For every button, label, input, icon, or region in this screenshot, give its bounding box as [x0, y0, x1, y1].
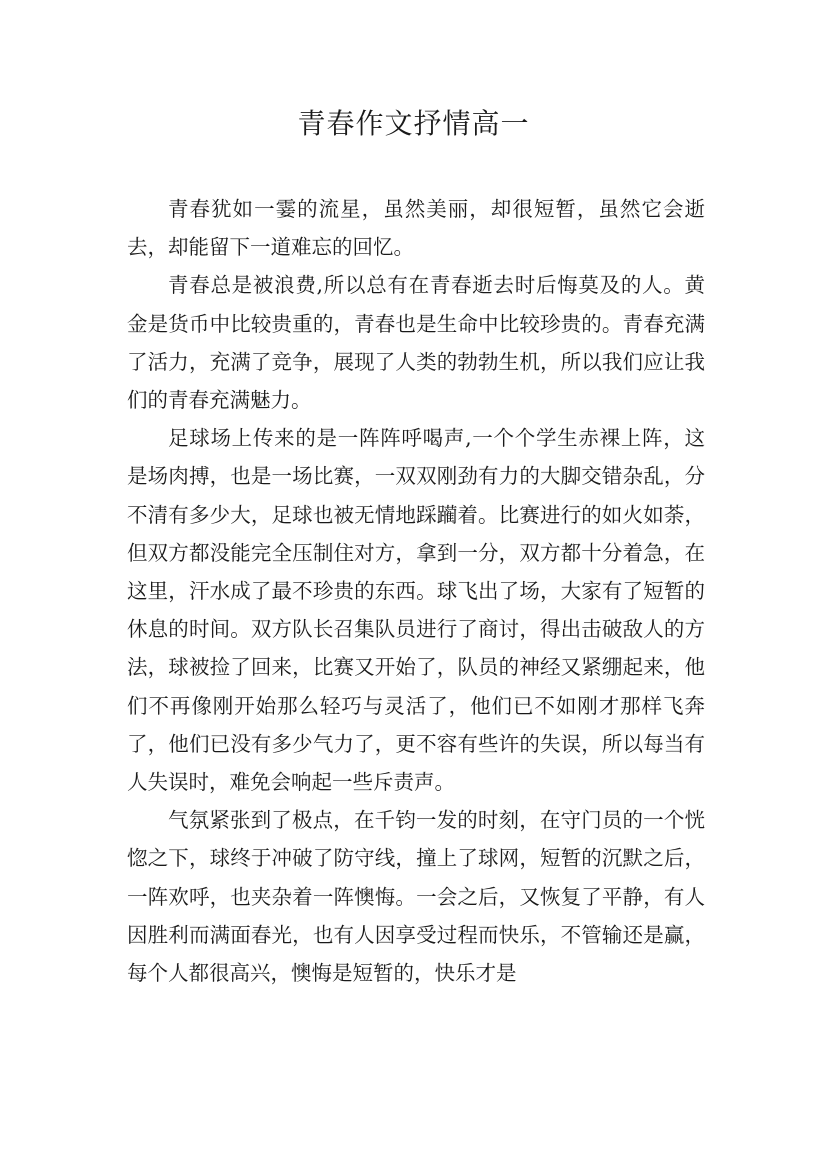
document-body [127, 190, 705, 992]
paragraph-4: 气氛紧张到了极点，在千钧一发的时刻，在守门员的一个恍惚之下，球终于冲破了防守线，撞上了球网，短暂的沉默之后，一阵欢呼，也夹杂着一阵懊悔。一会之后，又恢复了平静，有人因胜利而满面春光，也有人因享受过程而快乐，不管输还是赢，每个人都很高兴，懊悔是短暂的，快乐才是 [127, 808, 705, 986]
document-title: 青春作文抒情高一 [297, 107, 530, 140]
paragraph-2: 青春总是被浪费,所以总有在青春逝去时后悔莫及的人。黄金是货币中比较贵重的，青春也是生命中比较珍贵的。青春充满了活力，充满了竞争，展现了人类的勃勃生机，所以我们应让我们的青春充满魅力。 [127, 273, 705, 413]
paragraph-1: 青春犹如一霎的流星，虽然美丽，却很短暂，虽然它会逝去，却能留下一道难忘的回忆。 [127, 197, 705, 260]
paragraph-3: 足球场上传来的是一阵阵呼喝声,一个个学生赤裸上阵，这是场肉搏，也是一场比赛，一双双刚劲有力的大脚交错杂乱，分不清有多少大，足球也被无情地踩躏着。比赛进行的如火如荼，但双方都没能完全压制住对方，拿到一分，双方都十分着急，在这里，汗水成了最不珍贵的东西。球飞出了场，大家有了短暂的休息的时间。双方队长召集队员进行了商讨，得出击破敌人的方法，球被捡了回来，比赛又开始了，队员的神经又紧绷起来，他们不再像刚开始那么轻巧与灵活了，他们已不如刚才那样飞奔了，他们已没有多少气力了，更不容有些许的失误，所以每当有人失误时，难免会响起一些斥责声。 [127, 426, 705, 795]
